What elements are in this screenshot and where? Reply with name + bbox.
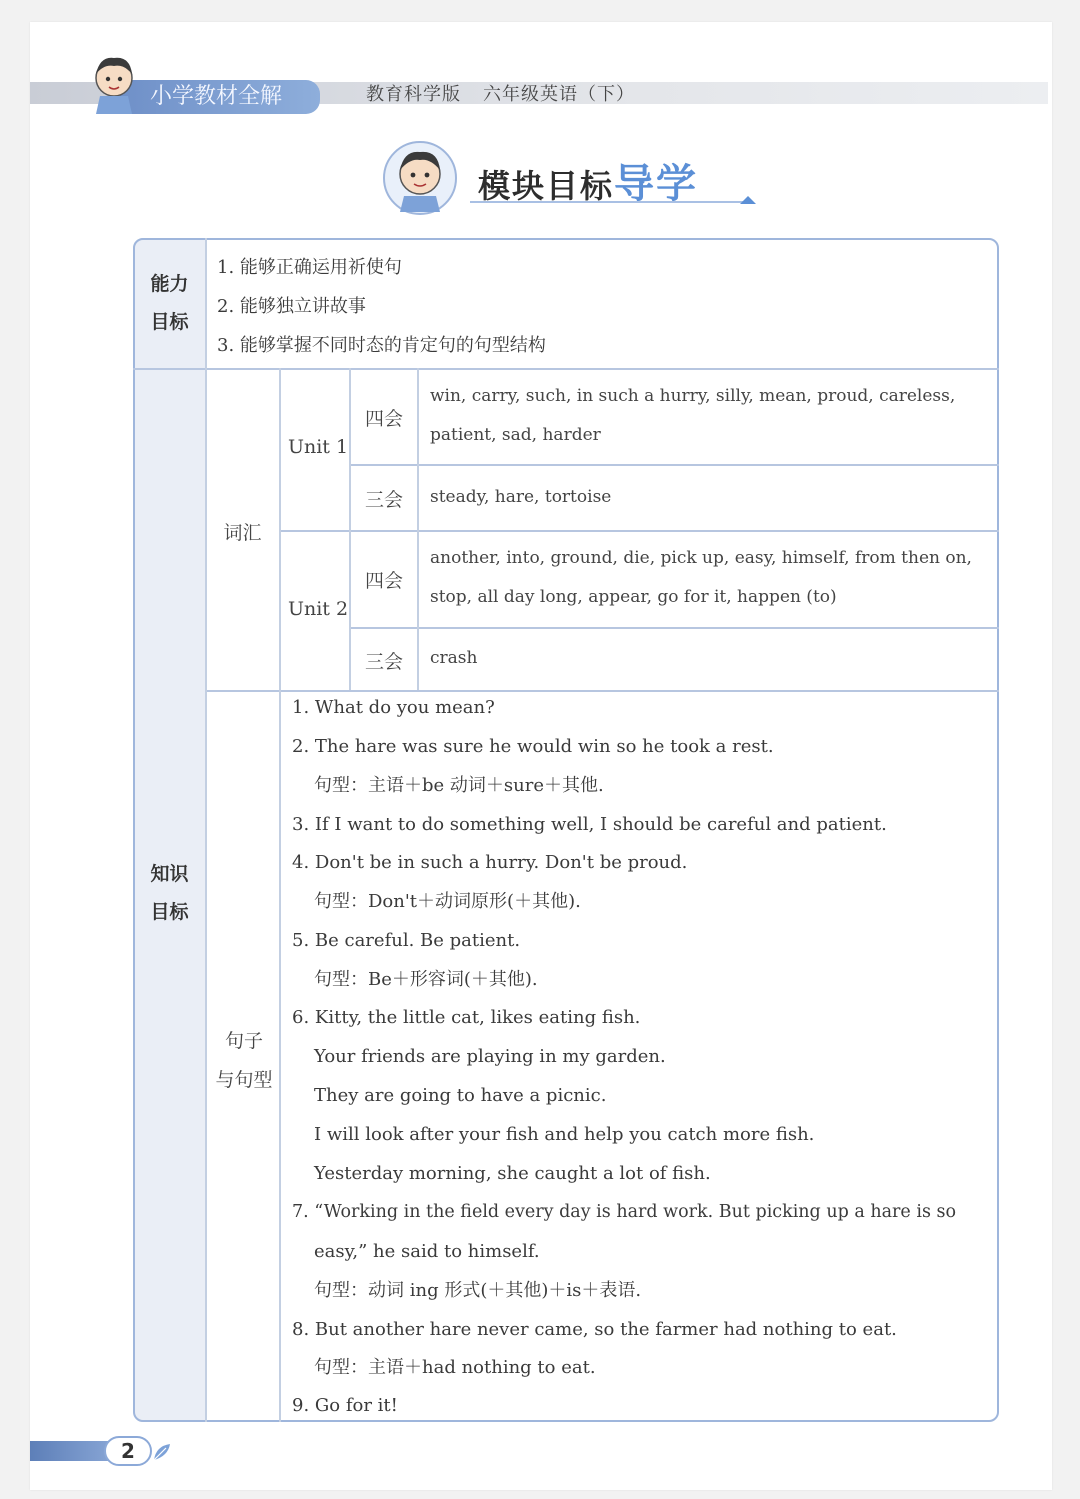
pattern-line: 句型：主语＋be 动词＋sure＋其他. [314,775,604,796]
title-underline [470,196,756,206]
sentence-line: I will look after your fish and help you catch more fish. [314,1124,815,1145]
sentence-line: easy,” he said to himself. [314,1241,540,1262]
pattern-line: 句型：主语＋had nothing to eat. [314,1357,596,1378]
sentence-line: 7. “Working in the field every day is hard work. But picking up a hare is so [292,1202,957,1222]
vocab-words: win, carry, such, in such a hurry, silly, mean, proud, careless, patient, sad, harder [430,386,956,445]
brand-label: 小学教材全解 [120,80,320,114]
sentence-line: Your friends are playing in my garden. [314,1046,666,1067]
boy-mascot-icon [84,52,144,116]
ability-label [133,265,206,341]
level-label: 四会 [364,570,403,592]
ability-label-line2: 目标 [150,311,189,333]
sentence-line: 1. What do you mean? [292,697,495,718]
knowledge-label-line1: 知识 [150,863,189,885]
divider [350,627,999,629]
page-number: 2 [104,1436,152,1466]
sentence-label-line1: 句子 [224,1030,263,1052]
sentence-line: 6. Kitty, the little cat, likes eating fish. [292,1007,641,1028]
divider [279,368,281,1422]
edition-label: 教育科学版 [366,84,461,105]
sentence-label-line2: 与句型 [215,1069,273,1091]
pattern-line: 句型：Don't＋动词原形(＋其他). [314,891,581,912]
sentence-line: They are going to have a picnic. [314,1085,607,1106]
vocab-label: 词汇 [223,522,262,544]
ability-item: 1. 能够正确运用祈使句 [217,257,402,278]
unit-name: Unit 1 [287,436,349,458]
level-label: 四会 [364,408,403,430]
title-mascot-icon [378,138,462,218]
header-meta [366,80,635,106]
knowledge-label [133,855,206,931]
sentence-line: 8. But another hare never came, so the farmer had nothing to eat. [292,1319,897,1340]
vocab-words: another, into, ground, die, pick up, easy, himself, from then on, stop, all day long, appear, go for it, happen (to) [430,548,972,607]
vocab-words: crash [430,648,478,668]
divider [350,464,999,466]
knowledge-label-line2: 目标 [150,901,189,923]
sentence-line: Yesterday morning, she caught a lot of fish. [314,1163,711,1184]
vocab-words: steady, hare, tortoise [430,487,612,507]
sentence-line: 5. Be careful. Be patient. [292,930,521,951]
sentence-line: 3. If I want to do something well, I should be careful and patient. [292,814,887,835]
level-label: 三会 [364,651,403,673]
pattern-line: 句型：Be＋形容词(＋其他). [314,969,538,990]
sentence-line: 4. Don't be in such a hurry. Don't be proud. [292,852,688,873]
sentence-line: 9. Go for it! [292,1395,398,1416]
level-label: 三会 [364,489,403,511]
sentence-line: 2. The hare was sure he would win so he took a rest. [292,736,774,757]
title-part2: 导学 [614,161,699,207]
sentence-label [206,1022,282,1100]
pattern-line: 句型：动词 ing 形式(＋其他)＋is＋表语. [314,1280,642,1301]
title-part1: 模块目标 [478,167,615,205]
ability-item: 3. 能够掌握不同时态的肯定句的句型结构 [217,335,546,356]
ability-item: 2. 能够独立讲故事 [217,296,366,317]
leaf-icon [150,1440,174,1464]
divider [280,530,999,532]
ability-label-line1: 能力 [150,273,189,295]
unit-name: Unit 2 [287,598,349,620]
divider [133,368,999,370]
divider [205,238,207,1422]
subject-label: 六年级英语（下） [483,84,635,105]
